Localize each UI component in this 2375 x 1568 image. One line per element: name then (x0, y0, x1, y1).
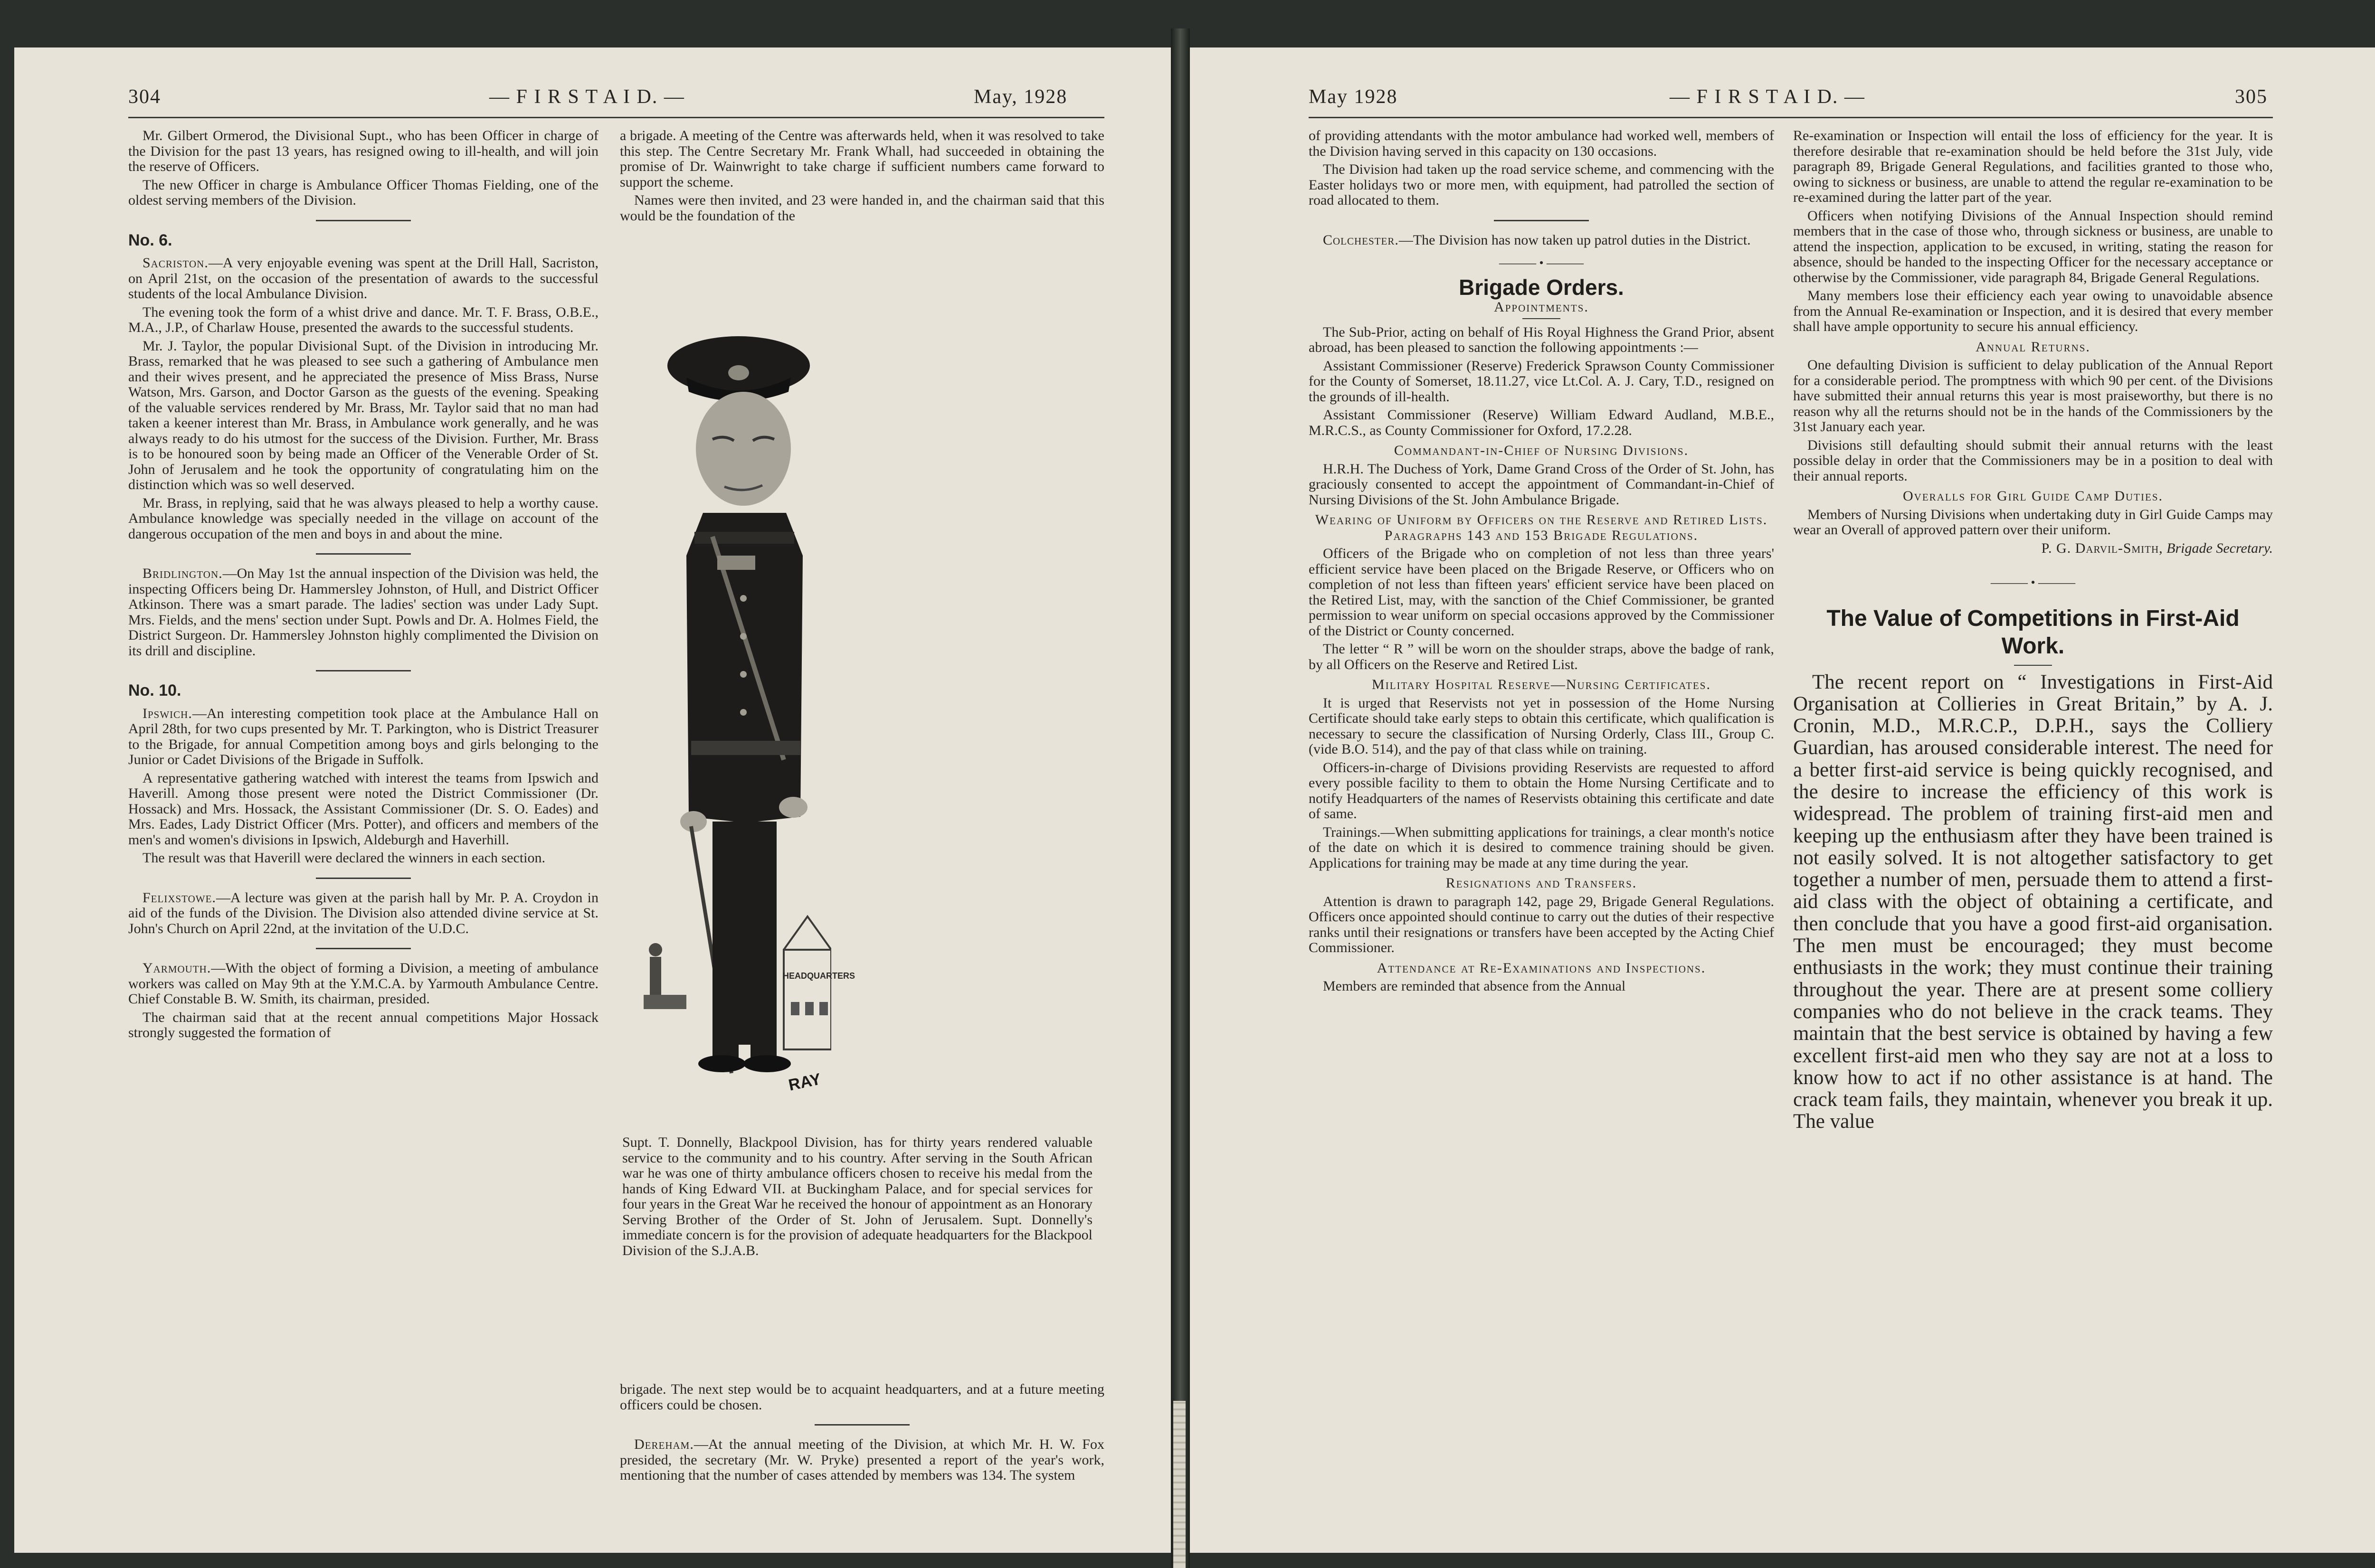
subheading: Appointments. (1494, 299, 1589, 315)
paragraph: The result was that Haverill were declared the winners in each section. (142, 850, 545, 866)
subheading: Overalls for Girl Guide Camp Duties. (1902, 488, 2163, 504)
left-column-2-bottom (620, 1382, 1104, 1486)
portrait-cartoon (641, 332, 855, 1130)
section-divider (815, 1424, 910, 1426)
report-ipswich: Ipswich.—An interesting competition took place at the Ambulance Hall on April 28th, for two cups presented by Mr. T. Parkington, who is District Treasurer to the Brigade, for annual Competition among boys and girls belonging to the Junior or Cadet Divisions of the Brigade in Suffolk. (128, 705, 598, 767)
place-name: Bridlington. (142, 566, 223, 581)
subheading: Wearing of Uniform by Officers on the Reserve and Retired Lists. Paragraphs 143 and 153 Brigade Regulations. (1315, 512, 1768, 543)
paragraph: Many members lose their efficiency each year owing to unavoidable absence from the Annual Re-examination or Inspection, and it is desired that every member shall have ample opportunity to secure his annual efficiency. (1793, 288, 2273, 334)
paragraph: One defaulting Division is sufficient to delay publication of the Annual Report for a considerable period. The promptness with which 90 per cent. of the Divisions have submitted their annual returns this year is most praiseworthy, but there is no reason why all the returns should not be in the hands of the Commissioners by the 31st January each year. (1793, 357, 2273, 435)
right-column-2 (1793, 128, 2273, 1136)
paragraph: The new Officer in charge is Ambulance Officer Thomas Fielding, one of the oldest serving members of the Division. (128, 177, 598, 208)
paragraph: Attention is drawn to paragraph 142, page 29, Brigade General Regulations. Officers once appointed should continue to carry out the duties of their respective ranks until their resignations or transfers have been accepted by the Acting Chief Commissioner. (1309, 893, 1774, 955)
paragraph: The Sub-Prior, acting on behalf of His Royal Highness the Grand Prior, absent abroad, has been pleased to sanction the following appointments :— (1309, 324, 1774, 355)
headquarters-sign: HEADQUARTERS (783, 971, 855, 981)
subheading: Resignations and Transfers. (1445, 875, 1637, 891)
issue-date-right: May 1928 (1309, 86, 1398, 108)
report-yarmouth: Yarmouth.—With the object of forming a Division, a meeting of ambulance workers was called on May 9th at the Y.M.C.A. by Yarmouth Ambulance Centre. Chief Constable B. W. Smith, its chairman, presided. (128, 960, 598, 1007)
place-name: Colchester. (1323, 232, 1399, 248)
paragraph: The evening took the form of a whist drive and dance. Mr. T. F. Brass, O.B.E., M.A., J.P., of Charlaw House, presented the awards to the successful students. (128, 304, 598, 335)
report-dereham: Dereham.—At the annual meeting of the Division, at which Mr. H. W. Fox presided, the secretary (Mr. W. Pryke) presented a report of the year's work, mentioning that the number of cases attended by members was 134. The system (620, 1436, 1104, 1483)
paragraph: It is urged that Reservists not yet in possession of the Home Nursing Certificate should take early steps to obtain this certificate, which qualification is necessary to secure the classification of Nursing Orderly, Class III., Group C. (vide B.O. 514), and the pay of that class while on training. (1309, 695, 1774, 757)
paragraph: Assistant Commissioner (Reserve) William Edward Audland, M.B.E., M.R.C.S., as County Commissioner for Oxford, 17.2.28. (1309, 407, 1774, 438)
place-name: Ipswich. (142, 705, 192, 721)
article-title: The Value of Competitions in First-Aid Work. (1826, 605, 2240, 659)
issue-date-left: May, 1928 (974, 86, 1068, 108)
section-divider (316, 553, 411, 555)
paragraph: Mr. Gilbert Ormerod, the Divisional Supt., who has been Officer in charge of the Division for the past 13 years, has resigned owing to ill-health, and will join the reserve of Officers. (128, 128, 598, 174)
paragraph: Officers-in-charge of Divisions providing Reservists are requested to afford every possible facility to them to obtain the Home Nursing Certificate and to notify Headquarters of the names of Reservists obtaining this certificate and date of same. (1309, 759, 1774, 822)
paragraph: Members of Nursing Divisions when undertaking duty in Girl Guide Camps may wear an Overall of approved pattern over their uniform. (1793, 506, 2273, 538)
title-rule (2014, 665, 2052, 666)
paragraph: A representative gathering watched with interest the teams from Ipswich and Haverill. Among those present were noted the District Commissioner (Dr. Hossack) and Mrs. Hossack, the Assistant Commissioner (Dr. S. O. Eades) and Mrs. Eades, Lady District Officer (Mrs. Potter), and officers and members of the men's and women's divisions in Ipswich, Aldeburgh and Haverhill. (128, 770, 598, 848)
ornament-divider: ——— • ——— (1990, 576, 2076, 589)
article-paragraph: The recent report on “ Investigations in First-Aid Organisation at Collieries in Great Britain,” by A. J. Cronin, M.D., M.R.C.P., D.P.H., says the Colliery Guardian, has aroused considerable interest. The need for a better first-aid service is being quickly recognised, and the desire to increase the efficiency of this work is widespread. The problem of training first-aid men and keeping up the enthusiasm after they have been trained is not easily solved. It is not altogether satisfactory to get together a number of men, persuade them to attend a first-aid class with the object of obtaining a certificate, and then conclude that you have a good first-aid organisation. The men must be encouraged; they must become enthusiasts in the work; they must continue their training throughout the year. There are at present some colliery companies who do not believe in the crack teams. They maintain that the best service is obtained by having a few excellent first-aid men who they say are not at a loss to know how to act if no other assistance is at hand. The crack team fails, they maintain, whenever you break it up. The value (1793, 671, 2273, 1133)
section-divider (316, 878, 411, 879)
header-rule-left (128, 117, 1104, 118)
paragraph: Assistant Commissioner (Reserve) Frederick Sprawson County Commissioner for the County of Somerset, 18.11.27, vice Lt.Col. A. J. Cary, T.D., resigned on the grounds of ill-health. (1309, 358, 1774, 405)
bookmark-ribbon (1173, 1401, 1186, 1568)
paragraph: Officers of the Brigade who on completion of not less than three years' efficient service have been placed on the Brigade Reserve, or Officers who on completion of not less than fifteen years' efficient service have been placed on the Retired List, may, with the sanction of the Chief Commissioner, be granted permission to wear uniform on special occasions approved by the Commissioner of the District or County concerned. (1309, 546, 1774, 639)
division-number: No. 10. (128, 681, 181, 699)
signoff (1793, 541, 2273, 557)
paragraph: a brigade. A meeting of the Centre was afterwards held, when it was resolved to take this step. The Centre Secretary Mr. Frank Whall, had succeeded in obtaining the promise of Dr. Wainwright to take charge if sufficient numbers came forward to support the scheme. (620, 128, 1104, 190)
ornament-divider: ——— • ——— (1499, 256, 1584, 270)
signoff-title: Brigade Secretary. (2166, 540, 2273, 556)
paragraph: Mr. Brass, in replying, said that he was always pleased to help a worthy cause. Ambulance knowledge was specially needed in the village on account of the dangerous occupation of the men and boys in and about the mine. (128, 495, 598, 542)
running-head-left: — F I R S T A I D. — (489, 86, 685, 108)
paragraph: Names were then invited, and 23 were handed in, and the chairman said that this would be the foundation of the (620, 192, 1104, 224)
left-page (14, 47, 1171, 1553)
paragraph: Members are reminded that absence from the Annual (1323, 978, 1626, 994)
paragraph: of providing attendants with the motor ambulance had worked well, members of the Division having served in this capacity on 130 occasions. (1309, 128, 1774, 159)
artist-signature: RAY (787, 1070, 823, 1095)
right-page (1190, 47, 2375, 1553)
portrait-illustration (641, 332, 831, 1130)
section-divider (1494, 220, 1589, 221)
paragraph: Officers when notifying Divisions of the Annual Inspection should remind members that in the case of those who, through sickness or business, are unable to attend the inspection, application to be excused, in writing, stating the reason for absence, should be handed to the inspecting Officer for the necessary acceptance or otherwise by the Commissioner, vide paragraph 84, Brigade General Regulations. (1793, 208, 2273, 285)
page-number-right: 305 (2235, 86, 2268, 108)
report-felixstowe: Felixstowe.—A lecture was given at the parish hall by Mr. P. A. Croydon in aid of the funds of the Division. The Division also attended divine service at St. John's Church on April 22nd, at the invitation of the U.D.C. (128, 889, 598, 936)
report-colchester: Colchester.—The Division has now taken up patrol duties in the District. (1323, 232, 1751, 248)
section-heading: Brigade Orders. (1459, 274, 1624, 300)
section-divider (316, 670, 411, 671)
subheading: Military Hospital Reserve—Nursing Certificates. (1372, 677, 1711, 692)
section-divider (316, 948, 411, 949)
paragraph: The Division had taken up the road service scheme, and commencing with the Easter holidays two or more men, with equipment, had patrolled the section of road allocated to them. (1309, 161, 1774, 208)
paragraph: Re-examination or Inspection will entail the loss of efficiency for the year. It is therefore desirable that re-examination should be held before the 31st July, vide paragraph 89, Brigade General Regulations, and facilities granted to those who, owing to sickness or business, are unable to attend the regular re-examination to be re-examined during the latter part of the year. (1793, 128, 2273, 205)
place-name: Dereham. (634, 1436, 694, 1452)
division-number: No. 6. (128, 231, 172, 249)
place-name: Yarmouth. (142, 960, 211, 976)
book-gutter (1171, 28, 1190, 1568)
subheading: Attendance at Re-Examinations and Inspections. (1377, 960, 1706, 976)
report-sacriston: Sacriston.—A very enjoyable evening was spent at the Drill Hall, Sacriston, on April 21st, on the occasion of the presentation of awards to the successful students of the local Ambulance Division. (128, 255, 598, 302)
subheading: Commandant-in-Chief of Nursing Divisions. (1394, 443, 1689, 458)
right-column-1 (1309, 128, 1774, 997)
page-number-left: 304 (128, 86, 161, 108)
signoff-name: P. G. Darvil-Smith, (2041, 540, 2163, 556)
place-name: Felixstowe. (142, 889, 216, 906)
article-body (1793, 671, 2273, 1133)
paragraph: Trainings.—When submitting applications for trainings, a clear month's notice of the date on which it is desired to commence training should be given. Applications for training may be made at any time during the year. (1309, 824, 1774, 871)
paragraph: The letter “ R ” will be worn on the shoulder straps, above the badge of rank, by all Officers on the Reserve and Retired List. (1309, 641, 1774, 672)
place-name: Sacriston. (142, 255, 209, 271)
left-column-1 (128, 128, 598, 1044)
paragraph: The chairman said that at the recent annual competitions Major Hossack strongly suggested the formation of (128, 1009, 598, 1040)
paragraph: Mr. J. Taylor, the popular Divisional Supt. of the Division in introducing Mr. Brass, remarked that he was pleased to see such a gathering of Ambulance men and their wives present, and he appreciated the presence of Miss Brass, Nurse Watson, Mrs. Garson, and Doctor Garson as the guests of the evening. Speaking of the valuable services rendered by Mr. Brass, Mr. Taylor said that no man had taken a keener interest than Mr. Brass, in Ambulance work generally, and he was always ready to do his utmost for the success of the Division. Further, Mr. Brass is to be honoured soon by being made an Officer of the Venerable Order of St. John of Jerusalem and he took the opportunity of congratulating him on the distinction which was so well deserved. (128, 338, 598, 492)
paragraph: Divisions still defaulting should submit their annual returns with the least possible delay in order that the Commissioners may be in a position to deal with their annual reports. (1793, 437, 2273, 484)
subheading-rule (1522, 318, 1560, 319)
report-bridlington: Bridlington.—On May 1st the annual inspection of the Division was held, the inspecting Officers being Dr. Hammersley Johnston, of Hull, and District Officer Atkinson. There was a smart parade. The ladies' section was under Lady Supt. Mrs. Fields, and the mens' section under Supt. Powls and Dr. A. Holmes Field, the District Surgeon. Dr. Hammersley Johnston highly complimented the Division on its drill and discipline. (128, 566, 598, 659)
paragraph: H.R.H. The Duchess of York, Dame Grand Cross of the Order of St. John, has graciously consented to accept the appointment of Commandant-in-Chief of Nursing Divisions of the St. John Ambulance Brigade. (1309, 461, 1774, 508)
running-head-right: — F I R S T A I D. — (1670, 86, 1865, 108)
paragraph: brigade. The next step would be to acquaint headquarters, and at a future meeting officers could be chosen. (620, 1381, 1104, 1413)
left-column-2-top (620, 128, 1104, 227)
section-divider (316, 220, 411, 221)
header-rule-right (1309, 117, 2273, 118)
portrait-caption: Supt. T. Donnelly, Blackpool Division, has for thirty years rendered valuable service to the community and to his country. After serving in the South African war he was one of thirty ambulance officers chosen to receive his medal from the hands of King Edward VII. at Buckingham Palace, and for special services for four years in the Great War he received the honour of appointment as an Honorary Serving Brother of the Order of St. John of Jerusalem. Supt. Donnelly's immediate concern is for the provision of adequate headquarters for the Blackpool Division of the S.J.A.B. (622, 1134, 1092, 1258)
subheading: Annual Returns. (1976, 339, 2090, 355)
